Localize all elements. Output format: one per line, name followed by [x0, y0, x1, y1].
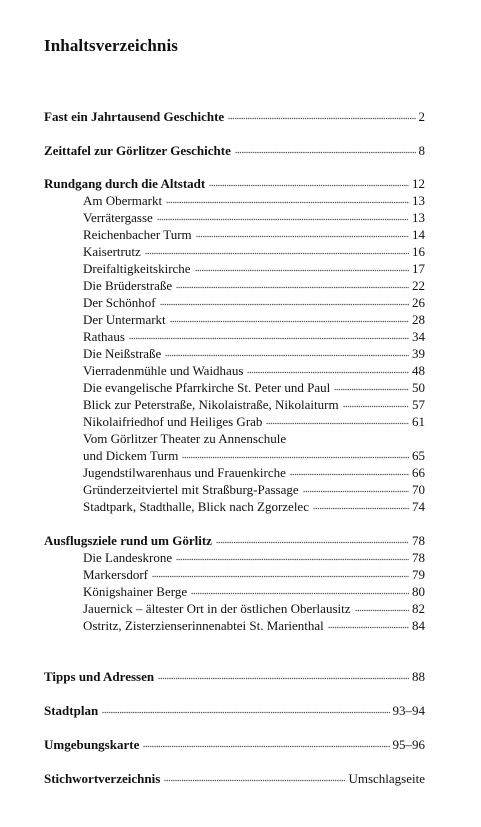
toc-entry-label[interactable]: Vom Görlitzer Theater zu Annenschule	[83, 431, 287, 446]
leader-dots	[195, 269, 409, 273]
toc-entry-page: 57	[412, 397, 425, 412]
toc-entry-page: 12	[412, 176, 425, 191]
toc-entry-label: Umgebungskarte	[44, 737, 140, 752]
toc-entry[interactable]	[44, 736, 425, 753]
toc-entry-page: 74	[412, 499, 425, 514]
toc-entry-label: Blick zur Peterstraße, Nikolaistraße, Nikolaiturm	[83, 397, 339, 412]
toc-entry-label: Königshainer Berge	[83, 584, 188, 599]
toc-entry-label: Jugendstilwarenhaus und Frauenkirche	[83, 465, 286, 480]
toc-subentry[interactable]	[83, 294, 425, 311]
toc-subentry[interactable]	[83, 209, 425, 226]
toc-subentry[interactable]	[83, 345, 425, 362]
toc-subentry[interactable]	[83, 617, 425, 634]
toc-entry-page: 79	[412, 567, 425, 582]
toc-entry-label: Rundgang durch die Altstadt	[44, 176, 206, 191]
leader-dots	[160, 303, 409, 307]
toc-subentry[interactable]	[83, 311, 425, 328]
toc-entry-page: 93–94	[392, 703, 425, 718]
toc-subentry[interactable]	[83, 481, 425, 498]
toc-entry-label: Ostritz, Zisterzienserinnenabtei St. Marienthal	[83, 618, 324, 633]
toc-subentry[interactable]	[83, 464, 425, 481]
leader-dots	[176, 286, 409, 290]
leader-dots	[102, 711, 389, 715]
toc-entry-page: 61	[412, 414, 425, 429]
toc-entry-label: Rathaus	[83, 329, 125, 344]
leader-dots	[196, 235, 409, 239]
toc-entry-label: Zeittafel zur Görlitzer Geschichte	[44, 143, 231, 158]
toc-entry-page: 65	[412, 448, 425, 463]
toc-entry[interactable]	[44, 668, 425, 685]
toc-entry-page: 26	[412, 295, 425, 310]
leader-dots	[166, 201, 409, 205]
toc-entry-page: 14	[412, 227, 425, 242]
toc-entry-page: 78	[412, 533, 425, 548]
toc-entry-page: 39	[412, 346, 425, 361]
toc-entry-label: Markersdorf	[83, 567, 148, 582]
toc-entry-page: 34	[412, 329, 425, 344]
page-title: Inhaltsverzeichnis	[44, 36, 179, 55]
toc-entry-page: 80	[412, 584, 425, 599]
toc-entry-label: Jauernick – ältester Ort in der östlichen Oberlausitz	[83, 601, 351, 616]
toc-entry-page: 88	[412, 669, 425, 684]
leader-dots	[266, 422, 409, 426]
toc-entry-label: Fast ein Jahrtausend Geschichte	[44, 109, 225, 124]
toc-entry-label: Am Obermarkt	[83, 193, 163, 208]
toc-subentry[interactable]	[83, 549, 425, 566]
toc-entry-page: 22	[412, 278, 425, 293]
toc-entry-page: Umschlagseite	[348, 771, 425, 786]
toc-entry-label: Nikolaifriedhof und Heiliges Grab	[83, 414, 263, 429]
leader-dots	[247, 371, 409, 375]
leader-dots	[170, 320, 409, 324]
leader-dots	[355, 609, 410, 613]
toc-entry-page: 13	[412, 210, 425, 225]
toc-entry-label: Der Untermarkt	[83, 312, 166, 327]
toc-entry-page: 28	[412, 312, 425, 327]
toc-subentry[interactable]	[83, 226, 425, 243]
toc-subentry[interactable]	[83, 362, 425, 379]
toc-subentry[interactable]	[83, 379, 425, 396]
toc-entry-label: und Dickem Turm	[83, 448, 179, 463]
toc-entry-page: 2	[418, 109, 425, 124]
toc-entry[interactable]	[44, 702, 425, 719]
leader-dots	[176, 558, 409, 562]
toc-subentry[interactable]	[83, 583, 425, 600]
toc-entry-label: Ausflugsziele rund um Görlitz	[44, 533, 212, 548]
leader-dots	[145, 252, 409, 256]
leader-dots	[191, 592, 409, 596]
toc-entry-label: Dreifaltigkeitskirche	[83, 261, 191, 276]
toc-entry-label: Stadtpark, Stadthalle, Blick nach Zgorzelec	[83, 499, 309, 514]
toc-entry-page: 70	[412, 482, 425, 497]
toc-entry-page: 78	[412, 550, 425, 565]
leader-dots	[143, 745, 389, 749]
toc-entry-label: Tipps und Adressen	[44, 669, 155, 684]
toc-subentry[interactable]	[83, 600, 425, 617]
toc-entry-page: 8	[418, 143, 425, 158]
toc-subentry[interactable]	[83, 243, 425, 260]
leader-dots	[216, 541, 409, 545]
toc-entry[interactable]	[44, 532, 425, 549]
toc-entry-page: 16	[412, 244, 425, 259]
toc-entry[interactable]	[44, 175, 425, 192]
toc-entry-label: Stadtplan	[44, 703, 99, 718]
toc-subentry[interactable]	[83, 192, 425, 209]
leader-dots	[209, 184, 409, 188]
toc-entry-page: 48	[412, 363, 425, 378]
toc-entry-label: Stichwortverzeichnis	[44, 771, 161, 786]
toc-entry-label: Verrätergasse	[83, 210, 153, 225]
toc-subentry[interactable]	[83, 277, 425, 294]
toc-subentry[interactable]	[83, 566, 425, 583]
leader-dots	[228, 117, 415, 121]
leader-dots	[164, 779, 345, 783]
toc-subentry[interactable]	[83, 260, 425, 277]
leader-dots	[303, 490, 409, 494]
leader-dots	[334, 388, 409, 392]
toc-entry-page: 50	[412, 380, 425, 395]
toc-subentry[interactable]	[83, 328, 425, 345]
toc-entry-page: 66	[412, 465, 425, 480]
toc-entry-label: Die evangelische Pfarrkirche St. Peter und Paul	[83, 380, 331, 395]
toc-entry[interactable]	[44, 108, 425, 125]
toc-entry-page: 95–96	[392, 737, 425, 752]
toc-entry-page: 84	[412, 618, 425, 633]
leader-dots	[157, 218, 409, 222]
leader-dots	[290, 473, 409, 477]
toc-entry-label: Kaisertrutz	[83, 244, 141, 259]
toc-entry-label: Gründerzeitviertel mit Straßburg-Passage	[83, 482, 299, 497]
toc-subentry[interactable]	[83, 413, 425, 430]
toc-subentry[interactable]	[83, 447, 425, 464]
leader-dots	[182, 456, 409, 460]
leader-dots	[158, 677, 409, 681]
toc-subentry[interactable]	[83, 498, 425, 515]
toc-entry[interactable]	[44, 770, 425, 787]
toc-entry-label: Die Neißstraße	[83, 346, 162, 361]
toc-entry-label: Die Landeskrone	[83, 550, 173, 565]
toc-entry-page: 82	[412, 601, 425, 616]
toc-subentry[interactable]	[83, 396, 425, 413]
leader-dots	[165, 354, 409, 358]
toc-entry[interactable]	[44, 142, 425, 159]
toc-entry-label: Reichenbacher Turm	[83, 227, 192, 242]
leader-dots	[129, 337, 409, 341]
toc-entry-page: 17	[412, 261, 425, 276]
leader-dots	[328, 626, 409, 630]
leader-dots	[235, 151, 416, 155]
toc-entry-label: Der Schönhof	[83, 295, 156, 310]
leader-dots	[313, 507, 409, 511]
toc-entry-page: 13	[412, 193, 425, 208]
leader-dots	[343, 405, 409, 409]
toc-entry-label: Vierradenmühle und Waidhaus	[83, 363, 244, 378]
leader-dots	[152, 575, 409, 579]
toc-entry-label: Die Brüderstraße	[83, 278, 173, 293]
